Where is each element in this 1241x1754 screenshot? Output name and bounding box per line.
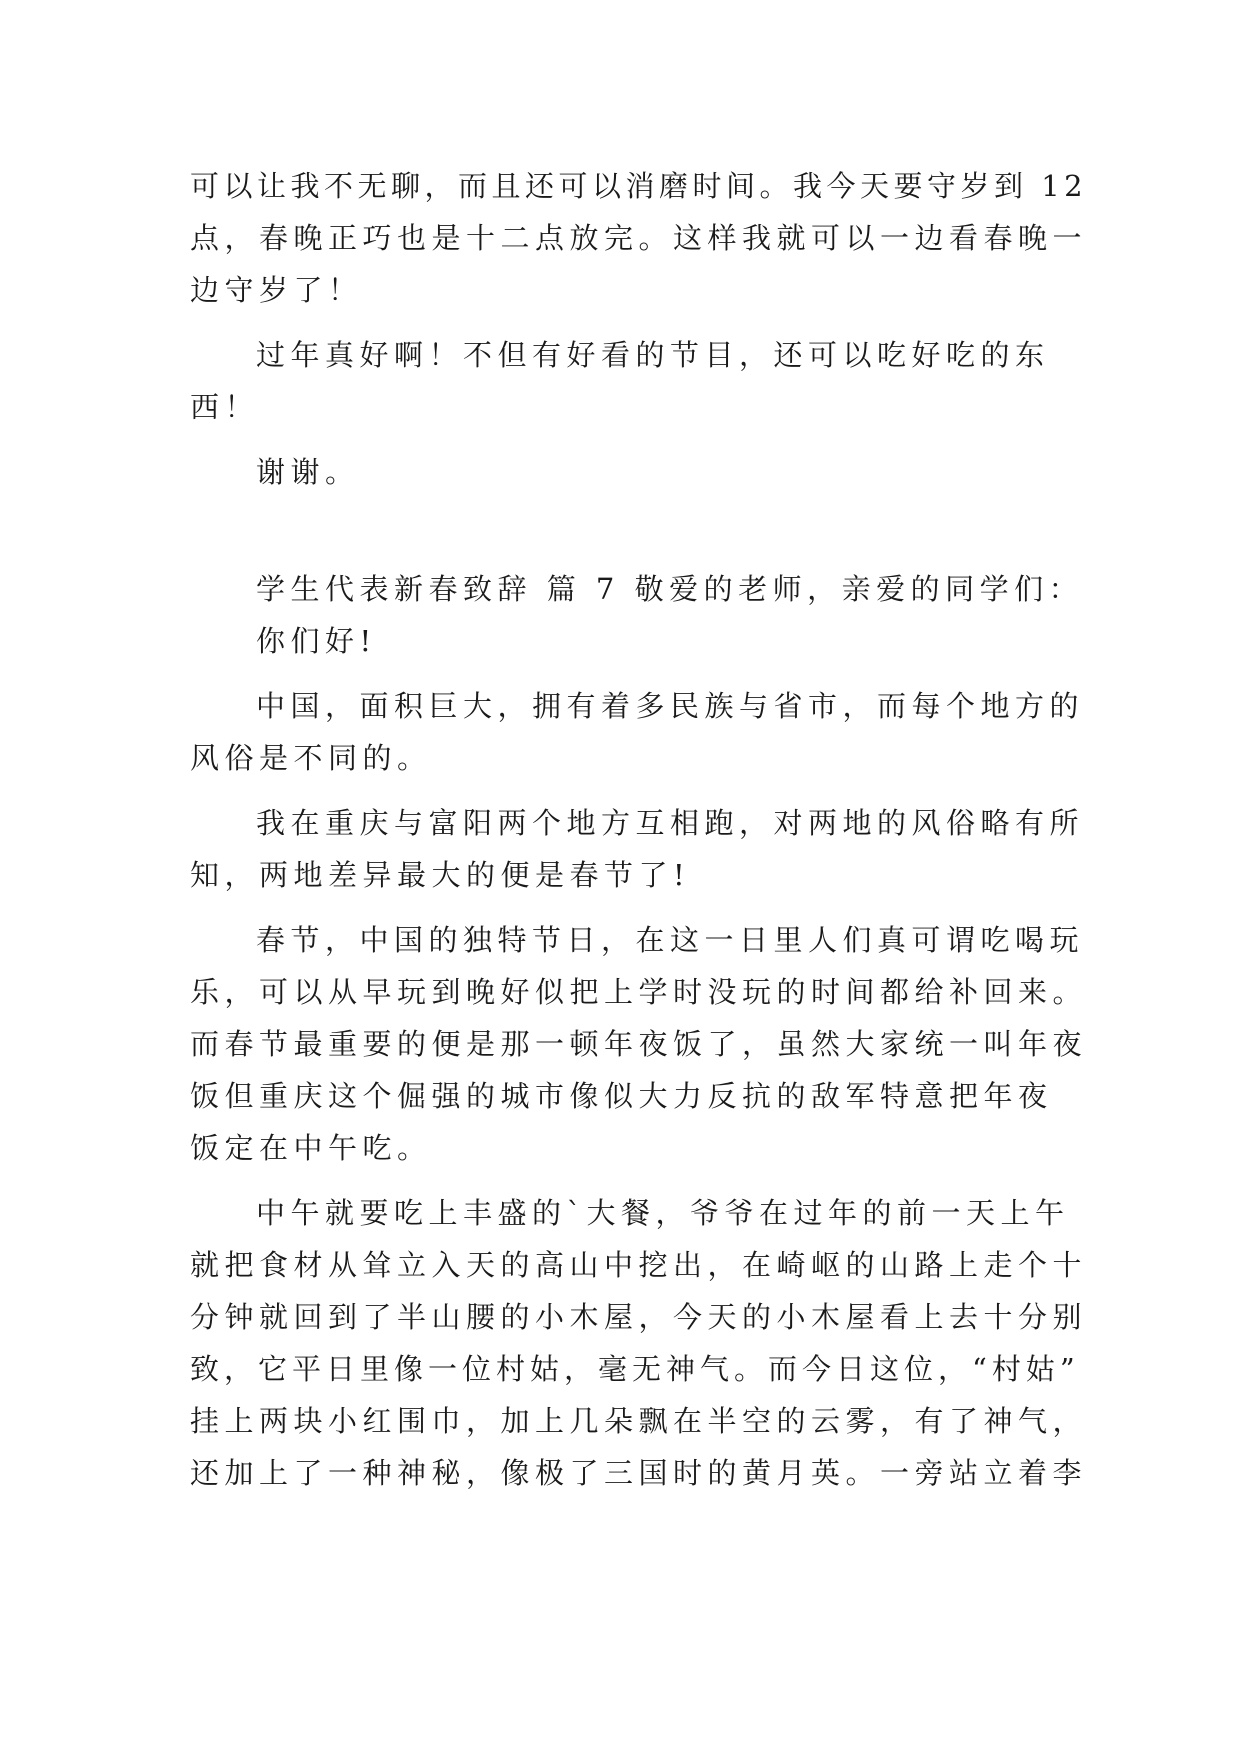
text-line: 中国，面积巨大，拥有着多民族与省市，而每个地方的: [256, 689, 1085, 723]
text-line: 可以让我不无聊，而且还可以消磨时间。我今天要守岁到 12: [190, 169, 1088, 203]
text-line: 过年真好啊！不但有好看的节目，还可以吃好吃的东: [256, 338, 1050, 372]
text-line: 还加上了一种神秘，像极了三国时的黄月英。一旁站立着李: [190, 1456, 1088, 1490]
text-line: 西！: [190, 390, 260, 424]
text-line: 就把食材从耸立入天的高山中挖出，在崎岖的山路上走个十: [190, 1248, 1088, 1282]
text-line: 致，它平日里像一位村姑，毫无神气。而今日这位，“村姑”: [190, 1352, 1080, 1386]
text-line: 中午就要吃上丰盛的`大餐，爷爷在过年的前一天上午: [256, 1196, 1070, 1230]
text-line: 而春节最重要的便是那一顿年夜饭了，虽然大家统一叫年夜: [190, 1027, 1088, 1061]
text-line: 我在重庆与富阳两个地方互相跑，对两地的风俗略有所: [256, 806, 1085, 840]
text-line: 饭定在中午吃。: [190, 1131, 432, 1165]
text-line: 谢谢。: [256, 455, 360, 489]
text-line: 饭但重庆这个倔强的城市像似大力反抗的敌军特意把年夜: [190, 1079, 1053, 1113]
text-line: 春节，中国的独特节日，在这一日里人们真可谓吃喝玩: [256, 923, 1085, 957]
text-line: 知，两地差异最大的便是春节了!: [190, 858, 691, 892]
text-line: 乐，可以从早玩到晚好似把上学时没玩的时间都给补回来。: [190, 975, 1088, 1009]
text-line: 挂上两块小红围巾，加上几朵飘在半空的云雾，有了神气，: [190, 1404, 1088, 1438]
text-line: 你们好!: [256, 624, 377, 658]
text-line: 边守岁了！: [190, 273, 363, 307]
section-heading: 学生代表新春致辞 篇 7 敬爱的老师，亲爱的同学们：: [256, 572, 1084, 606]
text-line: 风俗是不同的。: [190, 741, 432, 775]
text-line: 分钟就回到了半山腰的小木屋，今天的小木屋看上去十分别: [190, 1300, 1088, 1334]
text-line: 点，春晚正巧也是十二点放完。这样我就可以一边看春晚一: [190, 221, 1088, 255]
